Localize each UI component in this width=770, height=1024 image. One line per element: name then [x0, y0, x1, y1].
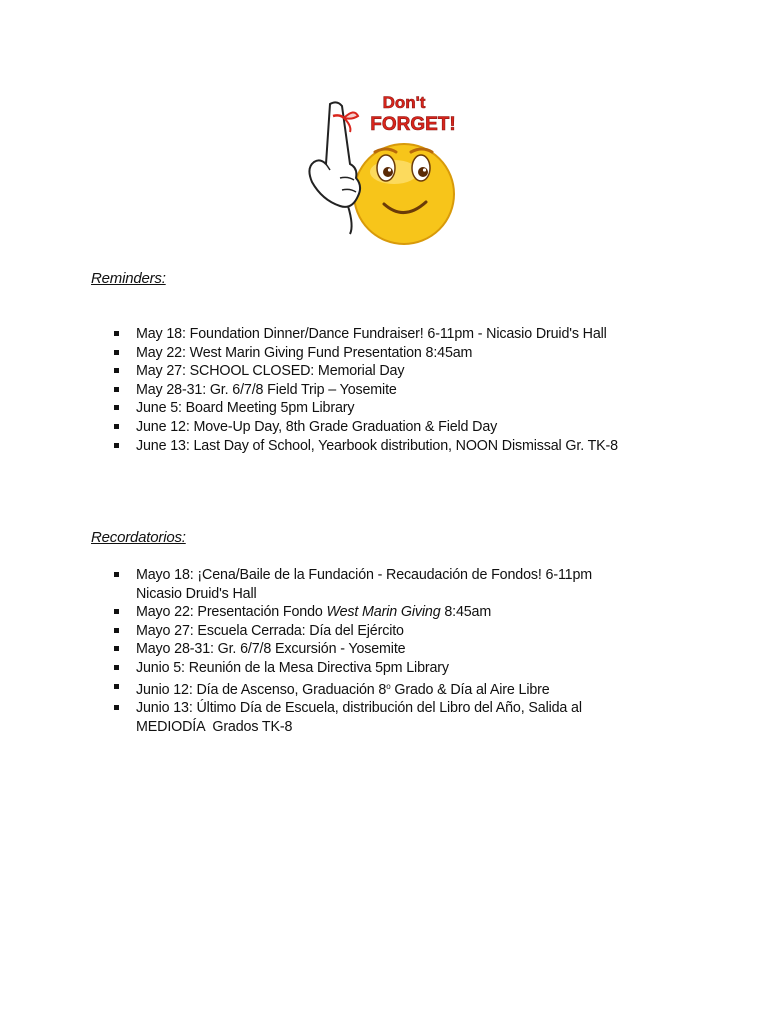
list-item-line: Junio 13: Último Día de Escuela, distribución del Libro del Año, Salida al: [136, 700, 582, 717]
list-item-text: 8:45am: [440, 604, 492, 621]
list-item: May 22: West Marin Giving Fund Presentation 8:45am: [114, 344, 618, 363]
list-item: [114, 699, 592, 736]
list-item: [114, 566, 592, 603]
list-item-line: MEDIODÍA Grados TK-8: [136, 718, 293, 735]
recordatorios-heading: Recordatorios:: [91, 529, 186, 546]
list-item: June 13: Last Day of School, Yearbook distribution, NOON Dismissal Gr. TK-8: [114, 437, 618, 456]
list-item-text: Junio 12: Día de Ascenso, Graduación 8: [136, 681, 387, 698]
list-item-line: Mayo 18: ¡Cena/Baile de la Fundación - Recaudación de Fondos! 6-11pm: [136, 567, 593, 583]
list-item: Mayo 27: Escuela Cerrada: Día del Ejército: [114, 622, 592, 641]
ordinal-superscript: o: [386, 681, 391, 691]
finger-with-string-icon: [309, 102, 360, 234]
reminders-list: [114, 325, 618, 455]
reminders-heading: Reminders:: [91, 270, 166, 287]
list-item: [114, 678, 592, 700]
list-item: June 5: Board Meeting 5pm Library: [114, 399, 618, 418]
list-item-line: Nicasio Druid's Hall: [136, 585, 257, 602]
list-item-text: Mayo 22: Presentación Fondo: [136, 604, 327, 621]
clipart-caption-line2: FORGET!: [370, 114, 456, 135]
list-item: Mayo 28-31: Gr. 6/7/8 Excursión - Yosemite: [114, 640, 592, 659]
list-item: May 18: Foundation Dinner/Dance Fundraiser! 6-11pm - Nicasio Druid's Hall: [114, 325, 618, 344]
recordatorios-list: [114, 566, 592, 736]
list-item: June 12: Move-Up Day, 8th Grade Graduation & Field Day: [114, 418, 618, 437]
list-item: May 28-31: Gr. 6/7/8 Field Trip – Yosemite: [114, 381, 618, 400]
dont-forget-clipart: [300, 86, 462, 256]
list-item: May 27: SCHOOL CLOSED: Memorial Day: [114, 362, 618, 381]
list-item: Junio 5: Reunión de la Mesa Directiva 5pm Library: [114, 659, 592, 678]
list-item-text: Grado & Día al Aire Libre: [390, 681, 550, 698]
smiley-face-icon: [354, 144, 454, 244]
fund-name: West Marin Giving: [326, 604, 441, 621]
list-item: [114, 603, 592, 622]
clipart-caption-line1: Don't: [382, 93, 426, 112]
